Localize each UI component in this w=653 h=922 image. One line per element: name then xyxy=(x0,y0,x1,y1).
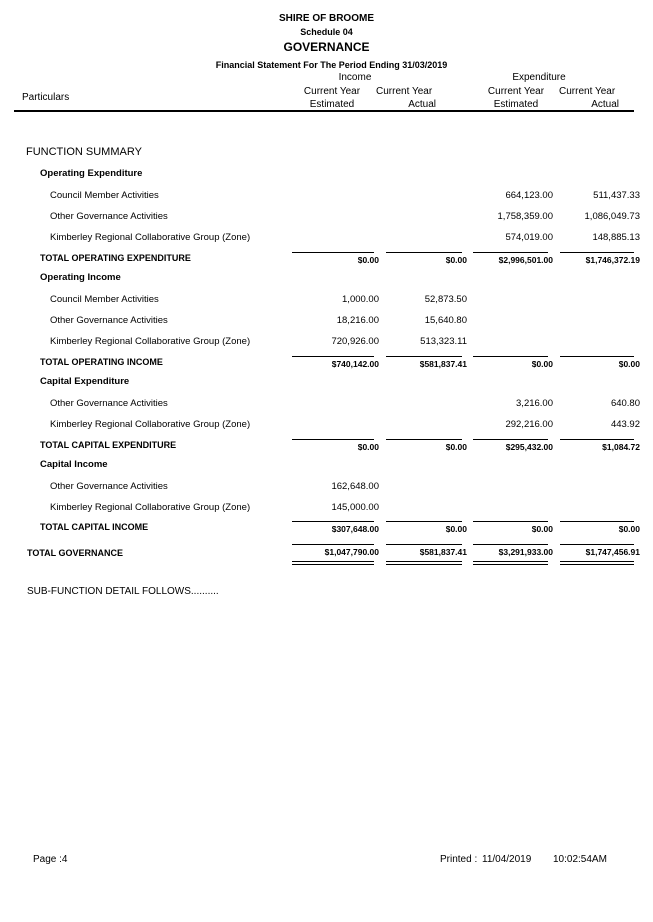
header-line-1: Current Year xyxy=(559,86,616,97)
function-summary-title: FUNCTION SUMMARY xyxy=(26,146,142,158)
row-label: Other Governance Activities xyxy=(50,398,168,409)
grand-total-underline xyxy=(386,561,462,562)
total-exp-est: $2,996,501.00 xyxy=(498,255,553,265)
exp-act-value: 443.92 xyxy=(610,419,640,430)
inc-est-value: 18,216.00 xyxy=(336,315,379,326)
grand-total-label: TOTAL GOVERNANCE xyxy=(27,548,124,558)
section-heading: Capital Expenditure xyxy=(40,376,130,387)
total-rule xyxy=(386,439,462,440)
total-exp-act: $1,084.72 xyxy=(602,442,640,452)
row-label: Kimberley Regional Collaborative Group (Zone) xyxy=(50,232,251,243)
total-rule xyxy=(292,356,374,357)
total-rule xyxy=(292,439,374,440)
section-heading: Capital Income xyxy=(40,459,108,470)
total-inc-act: $0.00 xyxy=(445,255,467,265)
page-number: Page :4 xyxy=(33,854,68,865)
total-rule xyxy=(386,356,462,357)
income-actual-header xyxy=(376,85,436,111)
row-label: Council Member Activities xyxy=(50,190,159,201)
header-line-2: Estimated xyxy=(493,99,539,110)
sub-function-note: SUB-FUNCTION DETAIL FOLLOWS.......... xyxy=(27,586,219,597)
statement-period: Financial Statement For The Period Ending 31/03/2019 xyxy=(215,60,448,70)
total-inc-act: $0.00 xyxy=(445,442,467,452)
total-inc-est: $740,142.00 xyxy=(331,359,379,369)
exp-est-value: 292,216.00 xyxy=(505,419,553,430)
total-rule xyxy=(560,356,634,357)
row-label: Kimberley Regional Collaborative Group (Zone) xyxy=(50,336,251,347)
header-rule xyxy=(14,110,634,112)
row-label: Kimberley Regional Collaborative Group (Zone) xyxy=(50,419,251,430)
grand-total-exp-est: $3,291,933.00 xyxy=(498,547,553,557)
grand-total-underline xyxy=(292,561,374,562)
total-rule xyxy=(473,356,548,357)
total-label: TOTAL CAPITAL EXPENDITURE xyxy=(40,440,177,450)
total-exp-est: $295,432.00 xyxy=(505,442,553,452)
grand-total-top-rule xyxy=(386,544,462,545)
inc-est-value: 145,000.00 xyxy=(331,502,379,513)
grand-total-underline xyxy=(560,561,634,562)
exp-act-value: 640.80 xyxy=(610,398,640,409)
grand-total-inc-act: $581,837.41 xyxy=(419,547,467,557)
inc-est-value: 1,000.00 xyxy=(342,294,379,305)
printed-label: Printed : xyxy=(440,854,478,865)
total-rule xyxy=(386,252,462,253)
grand-total-double-underline xyxy=(473,564,548,565)
total-inc-est: $0.00 xyxy=(357,255,379,265)
total-exp-act: $0.00 xyxy=(618,359,640,369)
header-line-2: Actual xyxy=(591,99,619,110)
row-label: Council Member Activities xyxy=(50,294,159,305)
row-label: Kimberley Regional Collaborative Group (Zone) xyxy=(50,502,251,513)
grand-total-underline xyxy=(473,561,548,562)
header-line-1: Current Year xyxy=(303,86,361,97)
printed-date: 11/04/2019 xyxy=(482,854,532,865)
income-estimated-header xyxy=(292,85,372,111)
grand-total-double-underline xyxy=(560,564,634,565)
total-rule xyxy=(473,521,548,522)
total-rule xyxy=(560,252,634,253)
total-rule xyxy=(473,439,548,440)
organisation-name: SHIRE OF BROOME xyxy=(278,13,374,24)
total-label: TOTAL OPERATING EXPENDITURE xyxy=(40,253,191,263)
grand-total-double-underline xyxy=(292,564,374,565)
total-rule xyxy=(292,252,374,253)
inc-est-value: 162,648.00 xyxy=(331,481,379,492)
grand-total-top-rule xyxy=(292,544,374,545)
inc-act-value: 15,640.80 xyxy=(424,315,467,326)
total-rule xyxy=(292,521,374,522)
grand-total-inc-est: $1,047,790.00 xyxy=(324,547,379,557)
total-inc-act: $0.00 xyxy=(445,524,467,534)
income-group-header: Income xyxy=(338,72,372,83)
particulars-header: Particulars xyxy=(22,92,70,103)
exp-est-value: 664,123.00 xyxy=(505,190,553,201)
section-heading: Operating Expenditure xyxy=(40,168,143,179)
row-label: Other Governance Activities xyxy=(50,315,168,326)
header-line-1: Current Year xyxy=(376,86,433,97)
total-inc-act: $581,837.41 xyxy=(419,359,467,369)
total-rule xyxy=(386,521,462,522)
header-line-2: Estimated xyxy=(309,99,355,110)
section-heading: Operating Income xyxy=(40,272,121,283)
inc-act-value: 513,323.11 xyxy=(420,336,467,347)
total-label: TOTAL OPERATING INCOME xyxy=(40,357,163,367)
grand-total-top-rule xyxy=(473,544,548,545)
total-inc-est: $0.00 xyxy=(357,442,379,452)
schedule-number: Schedule 04 xyxy=(300,27,353,37)
inc-act-value: 52,873.50 xyxy=(424,294,467,305)
total-inc-est: $307,648.00 xyxy=(331,524,379,534)
total-rule xyxy=(560,439,634,440)
header-line-2: Actual xyxy=(408,99,436,110)
row-label: Other Governance Activities xyxy=(50,211,168,222)
total-exp-est: $0.00 xyxy=(531,359,553,369)
total-exp-act: $0.00 xyxy=(618,524,640,534)
total-rule xyxy=(560,521,634,522)
exp-est-value: 574,019.00 xyxy=(505,232,553,243)
inc-est-value: 720,926.00 xyxy=(331,336,379,347)
exp-est-value: 1,758,359.00 xyxy=(497,211,553,222)
total-rule xyxy=(473,252,548,253)
expenditure-actual-header xyxy=(559,85,619,111)
grand-total-top-rule xyxy=(560,544,634,545)
expenditure-group-header: Expenditure xyxy=(512,72,566,83)
row-label: Other Governance Activities xyxy=(50,481,168,492)
header-line-1: Current Year xyxy=(487,86,545,97)
exp-act-value: 511,437.33 xyxy=(593,190,640,201)
exp-act-value: 148,885.13 xyxy=(592,232,640,243)
grand-total-exp-act: $1,747,456.91 xyxy=(585,547,640,557)
printed-time: 10:02:54AM xyxy=(553,854,607,865)
total-exp-est: $0.00 xyxy=(531,524,553,534)
exp-act-value: 1,086,049.73 xyxy=(584,211,640,222)
total-label: TOTAL CAPITAL INCOME xyxy=(40,522,149,532)
department-title: GOVERNANCE xyxy=(283,40,370,54)
exp-est-value: 3,216.00 xyxy=(516,398,553,409)
total-exp-act: $1,746,372.19 xyxy=(585,255,640,265)
grand-total-double-underline xyxy=(386,564,462,565)
expenditure-estimated-header xyxy=(476,85,556,111)
